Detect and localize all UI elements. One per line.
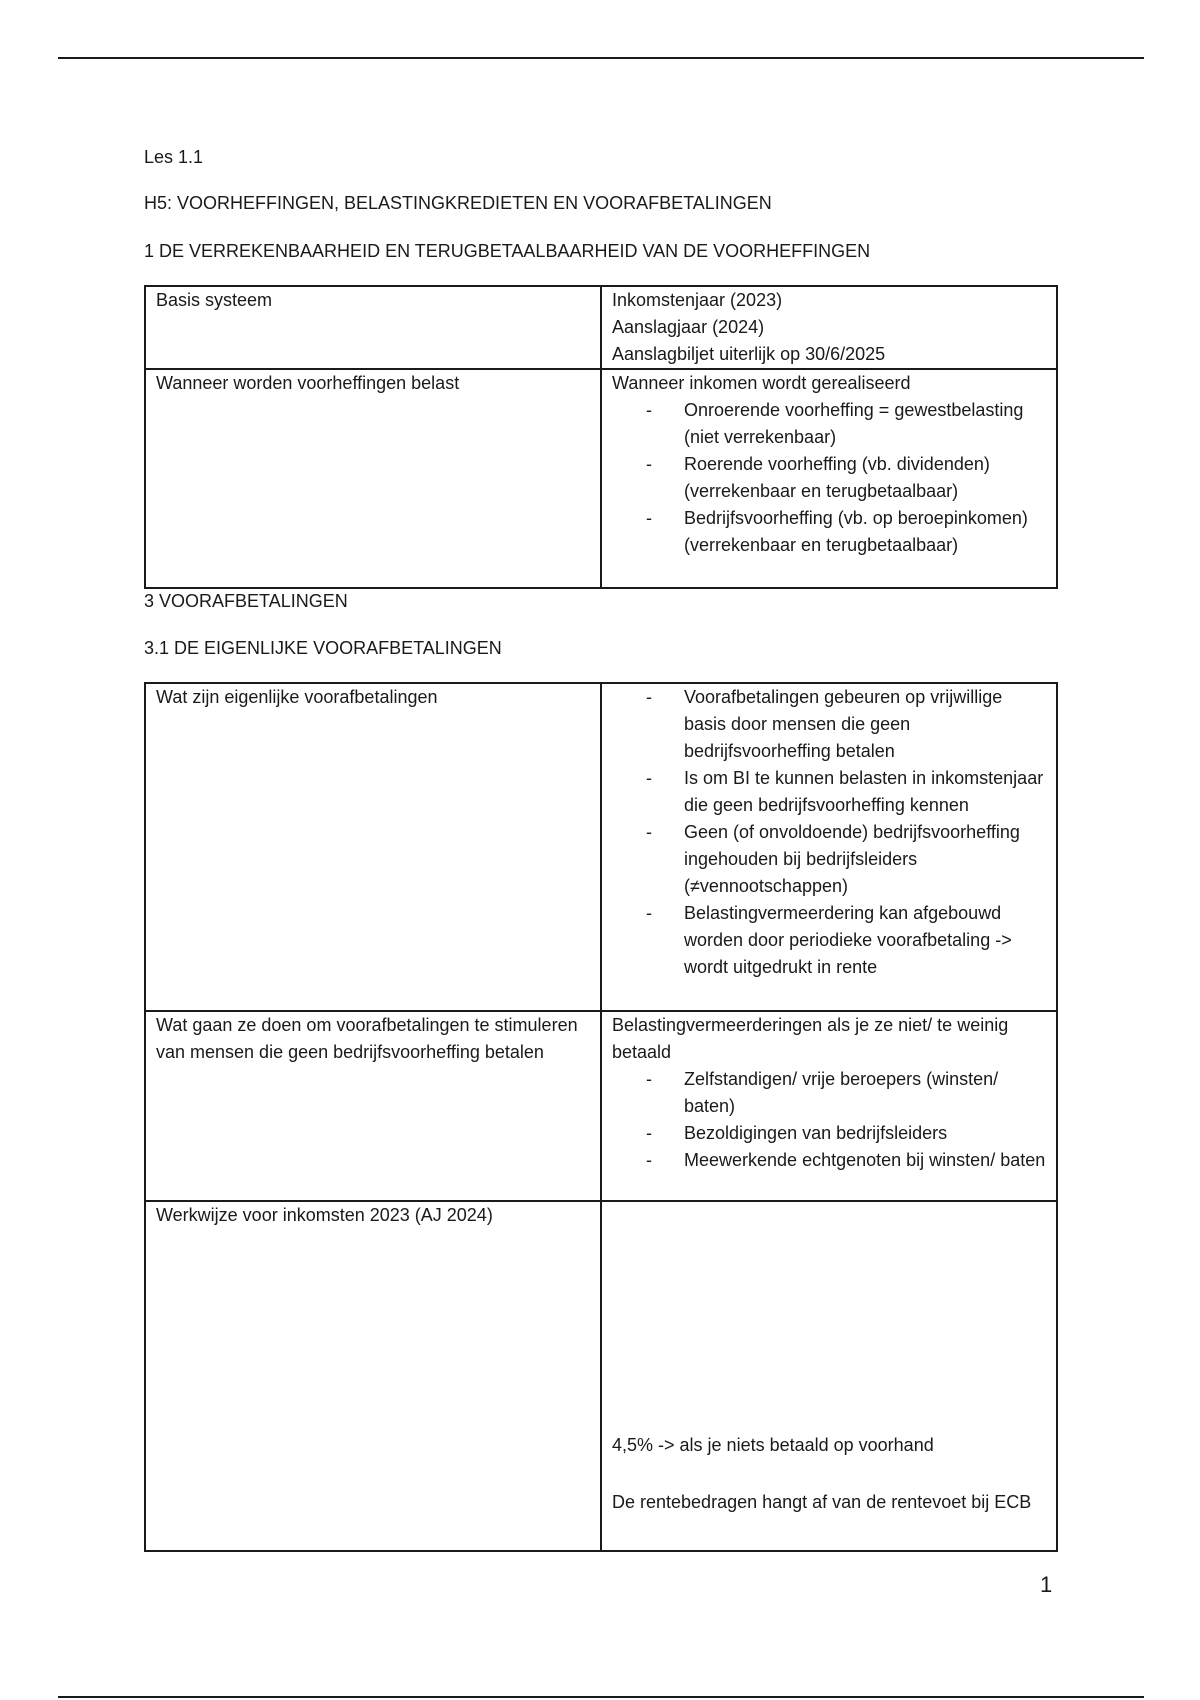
table-row [145,683,1057,1011]
row-label: Wanneer worden voorheffingen belast [156,373,460,393]
list-item: - Bezoldigingen van bedrijfsleiders [684,1120,1046,1147]
table-row [145,286,1057,369]
table-row [145,369,1057,588]
section3-heading: 3 VOORAFBETALINGEN [144,591,348,611]
cell-paragraph: De rentebedragen hangt af van de rentevoet bij ECB [612,1492,1032,1512]
table-cell [601,1011,1057,1201]
row-label: Werkwijze voor inkomsten 2023 (AJ 2024) [156,1205,493,1225]
table-cell [145,1011,601,1201]
cell-intro: Belastingvermeerderingen als je ze niet/ te weinig betaald [612,1015,1009,1062]
list-item: - Meewerkende echtgenoten bij winsten/ baten [684,1147,1046,1174]
bullet-list [612,397,1046,559]
chapter-heading: H5: VOORHEFFINGEN, BELASTINGKREDIETEN EN VOORAFBETALINGEN [144,193,772,213]
table-cell [145,1201,601,1551]
row-label: Basis systeem [156,290,273,310]
table-row [145,1201,1057,1551]
table-cell [601,1201,1057,1551]
cell-paragraph: 4,5% -> als je niets betaald op voorhand [612,1435,934,1455]
cell-intro: Wanneer inkomen wordt gerealiseerd [612,373,911,393]
blank-space [612,1459,1046,1489]
table-cell [145,683,601,1011]
table-withholding-taxes [144,285,1058,589]
table-row [145,1011,1057,1201]
header-rule [58,57,1144,59]
list-item: - Roerende voorheffing (vb. dividenden) (verrekenbaar en terugbetaalbaar) [684,451,1046,505]
section1-heading: 1 DE VERREKENBAARHEID EN TERUGBETAALBAARHEID VAN DE VOORHEFFINGEN [144,241,871,261]
blank-space [612,1202,1046,1432]
cell-line: Inkomstenjaar (2023) [612,290,783,310]
table-cell [145,286,601,369]
bullet-list [612,684,1046,981]
list-item: - Geen (of onvoldoende) bedrijfsvoorheffing ingehouden bij bedrijfsleiders (≠vennootschappen) [684,819,1046,900]
table-prepayments [144,682,1058,1552]
row-label: Wat zijn eigenlijke voorafbetalingen [156,687,438,707]
row-label: Wat gaan ze doen om voorafbetalingen te stimuleren van mensen die geen bedrijfsvoorheffing betalen [156,1015,578,1062]
table-cell [601,369,1057,588]
lesson-label: Les 1.1 [144,147,204,167]
list-item: - Bedrijfsvoorheffing (vb. op beroepinkomen) (verrekenbaar en terugbetaalbaar) [684,505,1046,559]
footer-rule [58,1696,1144,1698]
list-item: - Voorafbetalingen gebeuren op vrijwillige basis door mensen die geen bedrijfsvoorheffing betalen [684,684,1046,765]
list-item: - Onroerende voorheffing = gewestbelasting (niet verrekenbaar) [684,397,1046,451]
list-item: - Is om BI te kunnen belasten in inkomstenjaar die geen bedrijfsvoorheffing kennen [684,765,1046,819]
page-number: 1 [1040,1572,1053,1597]
cell-line: Aanslagbiljet uiterlijk op 30/6/2025 [612,344,886,364]
section31-heading: 3.1 DE EIGENLIJKE VOORAFBETALINGEN [144,638,502,658]
table-cell [601,683,1057,1011]
table-cell [145,369,601,588]
cell-line: Aanslagjaar (2024) [612,317,765,337]
list-item: - Belastingvermeerdering kan afgebouwd worden door periodieke voorafbetaling -> wordt uitgedrukt in rente [684,900,1046,981]
list-item: - Zelfstandigen/ vrije beroepers (winsten/ baten) [684,1066,1046,1120]
bullet-list [612,1066,1046,1174]
table-cell [601,286,1057,369]
